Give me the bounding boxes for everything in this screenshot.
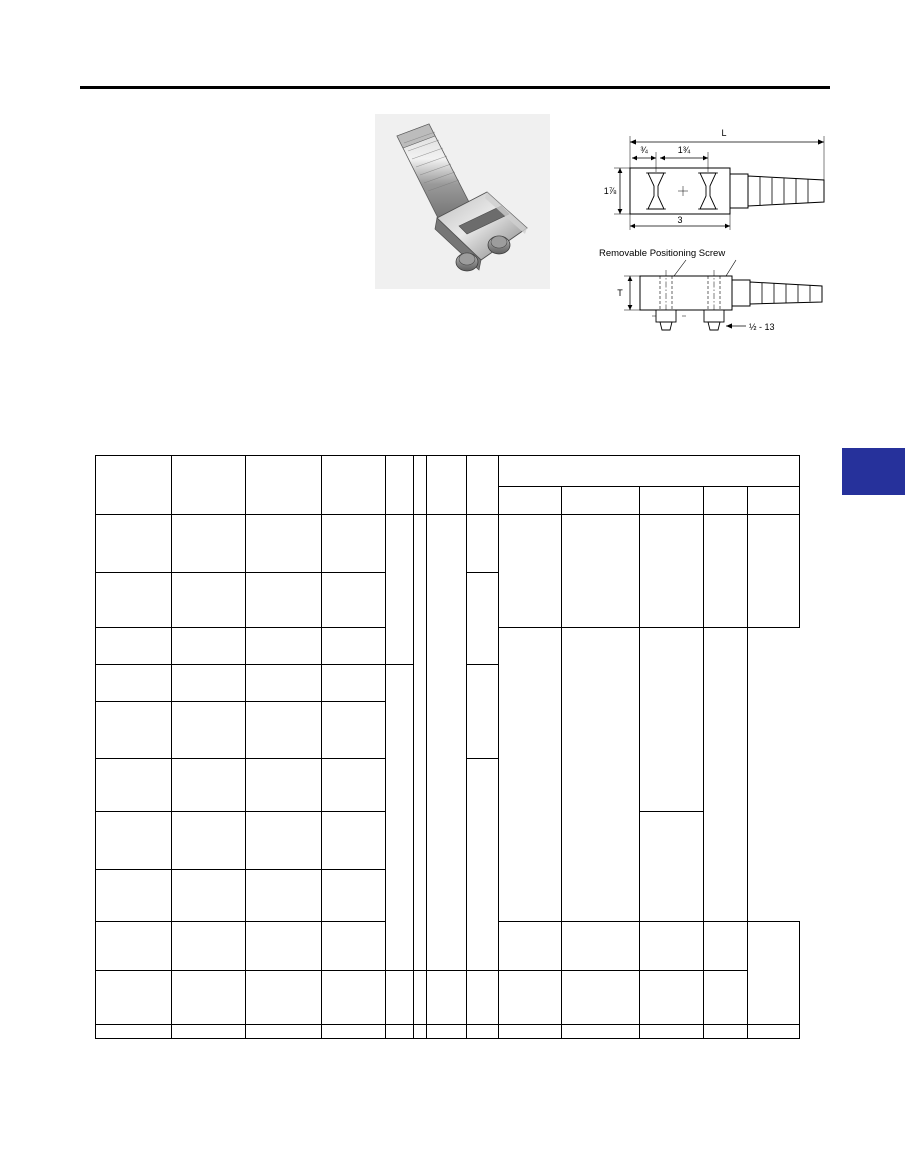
table-header-cell [246,456,322,515]
table-cell [172,573,246,628]
table-cell [172,922,246,971]
table-cell [322,628,386,665]
table-cell [172,665,246,702]
table-cell [748,922,800,1025]
table-subheader-cell [640,487,704,515]
table-header-group [499,456,800,487]
side-elevation-drawing [596,118,836,238]
dimension-label-half-13: ½ - 13 [749,322,775,332]
table-cell [499,1025,562,1039]
table-cell [467,515,499,573]
table-cell [172,759,246,812]
table-cell [172,1025,246,1039]
table-cell [96,1025,172,1039]
table-cell [322,812,386,870]
table-cell [322,870,386,922]
table-cell [499,628,562,922]
table-cell [322,702,386,759]
table-cell [562,515,640,628]
table-cell [322,515,386,573]
table-cell [246,573,322,628]
product-photo [375,114,550,289]
table-cell [427,1025,467,1039]
table-cell [246,812,322,870]
header-rule [80,86,830,89]
table-cell [246,971,322,1025]
table-cell [748,1025,800,1039]
table-cell [414,515,427,971]
page-section-tab [842,448,905,495]
table-cell [246,628,322,665]
table-cell [467,665,499,759]
table-cell [499,971,562,1025]
table-cell [562,971,640,1025]
table-cell [96,628,172,665]
table-cell [562,922,640,971]
table-cell [414,1025,427,1039]
table-cell [172,702,246,759]
table-cell [386,665,414,971]
table-cell [246,759,322,812]
table-cell [172,812,246,870]
dimension-label-one-seven-eighth: 1⅞ [603,186,617,196]
table-header-cell [322,456,386,515]
table-subheader-cell [704,487,748,515]
table-header-cell [96,456,172,515]
table-cell [427,971,467,1025]
table-cell [96,812,172,870]
table-cell [467,573,499,665]
table-cell [172,971,246,1025]
table-cell [96,665,172,702]
plan-view-drawing [596,244,836,354]
table-cell [704,515,748,628]
table-header-cell [414,456,427,515]
table-cell [499,515,562,628]
table-subheader-cell [748,487,800,515]
table-cell [704,922,748,971]
dimension-label-L: L [721,128,727,138]
table-cell [96,573,172,628]
table-cell [172,515,246,573]
table-cell [172,870,246,922]
table-cell [562,1025,640,1039]
table-cell [322,922,386,971]
table-cell [640,515,704,628]
table-cell [704,628,748,922]
table-cell [640,812,704,922]
table-cell [96,922,172,971]
table-header-cell [427,456,467,515]
table-cell [640,922,704,971]
table-cell [322,759,386,812]
table-cell [246,515,322,573]
table-cell [640,971,704,1025]
table-cell [748,515,800,628]
table-cell [467,1025,499,1039]
table-cell [562,628,640,922]
table-subheader-cell [562,487,640,515]
table-cell [386,1025,414,1039]
table-cell [322,573,386,628]
table-cell [322,1025,386,1039]
table-cell [246,1025,322,1039]
table-cell [640,628,704,812]
table-header-cell [467,456,499,515]
table-cell [704,1025,748,1039]
table-cell [386,515,414,665]
table-cell [322,971,386,1025]
table-cell [499,922,562,971]
table-cell [96,870,172,922]
dimension-label-three-quarter: ¾ [640,145,648,155]
table-cell [427,515,467,971]
table-cell [246,870,322,922]
table-cell [172,628,246,665]
table-cell [414,971,427,1025]
positioning-screw-note: Removable Positioning Screw [599,248,726,259]
table-cell [96,515,172,573]
table-cell [246,922,322,971]
table-subheader-cell [499,487,562,515]
specification-table [95,455,800,1039]
table-header-cell [386,456,414,515]
table-cell [96,702,172,759]
table-cell [96,759,172,812]
table-header-cell [172,456,246,515]
table-cell [322,665,386,702]
table-cell [467,759,499,971]
dimension-label-three: 3 [677,215,683,225]
dimension-label-one-three-quarter: 1¾ [677,145,691,155]
table-cell [467,971,499,1025]
dimension-label-T: T [617,288,623,298]
table-cell [246,665,322,702]
table-cell [386,971,414,1025]
table-cell [246,702,322,759]
table-cell [640,1025,704,1039]
table-cell [96,971,172,1025]
